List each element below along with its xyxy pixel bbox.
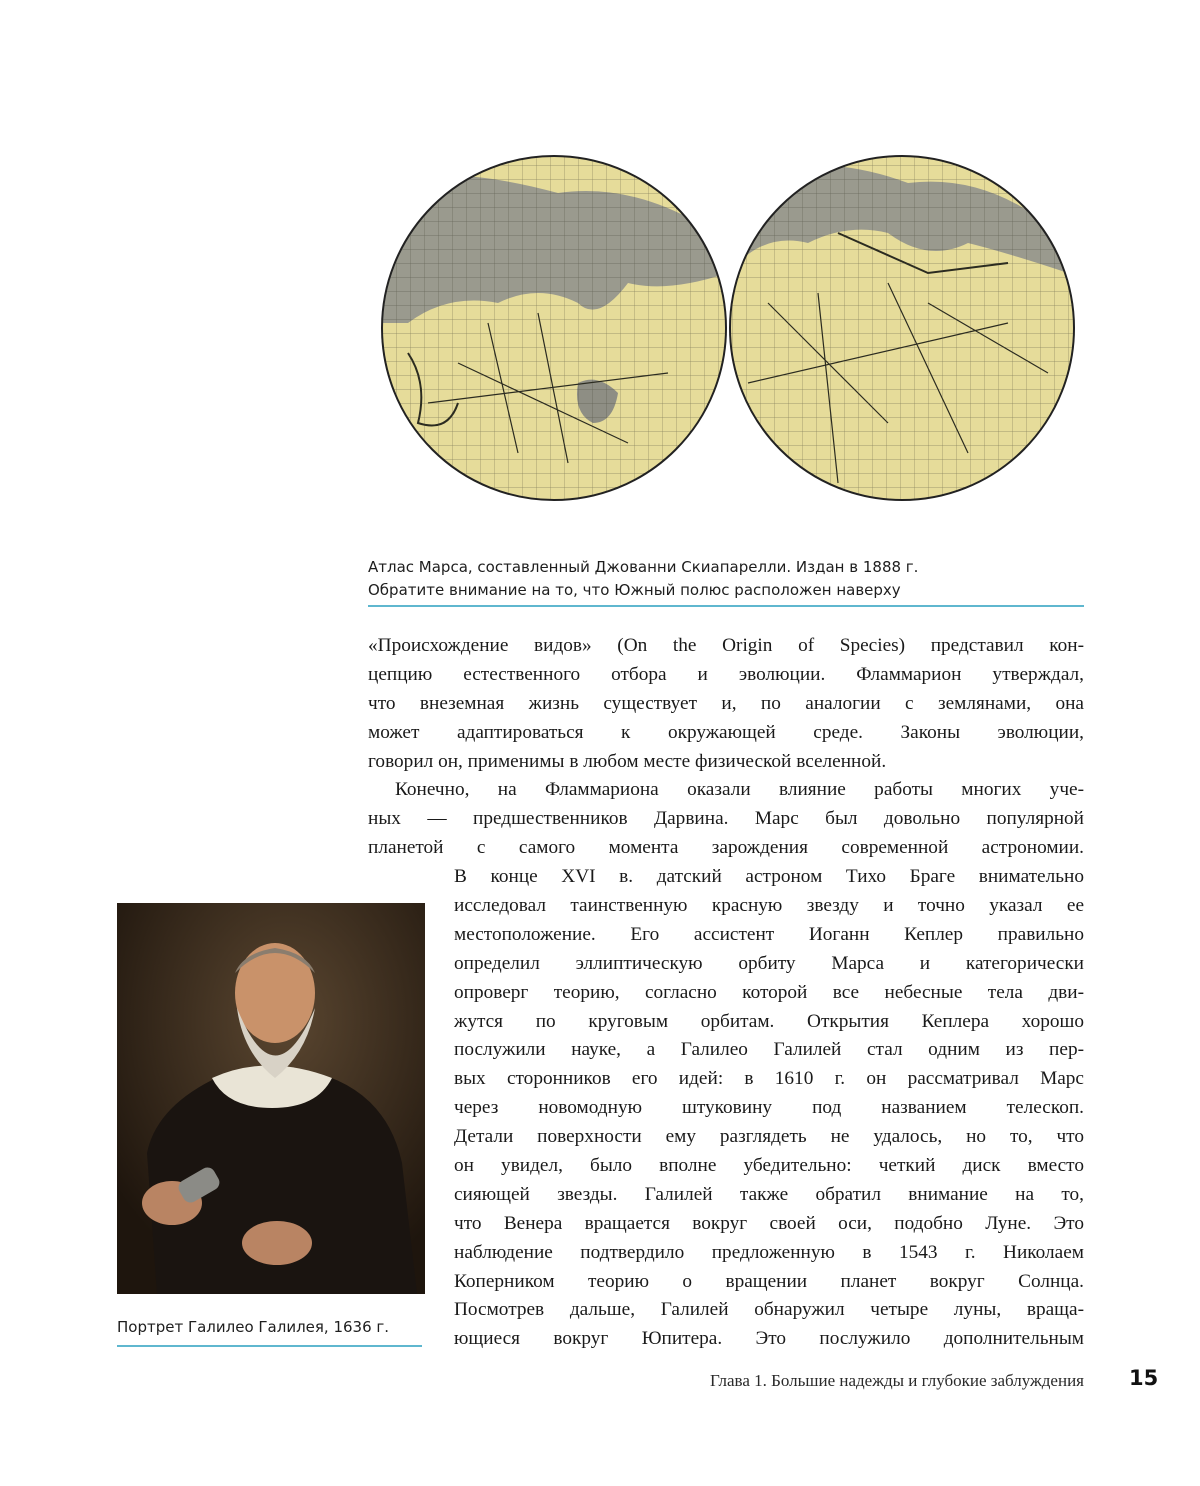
text-line: цепцию естественного отбора и эволюции. Фламмарион утверждал, [368,663,1084,685]
mars-atlas-map [368,123,1088,533]
text-line: говорил он, применимы в любом месте физической вселенной. [368,750,887,772]
text-line: может адаптироваться к окружающей среде. Законы эволюции, [368,721,1084,743]
text-line: ных — предшественников Дарвина. Марс был довольно популярной [368,808,1084,830]
map-caption-line: Обратите внимание на то, что Южный полюс расположен наверху [368,581,901,599]
text-line: что внеземная жизнь существует и, по аналогии с землянами, она [368,692,1084,714]
text-line: сияющей звезды. Галилей также обратил внимание на то, [454,1183,1084,1205]
text-line: ющиеся вокруг Юпитера. Это послужило дополнительным [454,1328,1084,1350]
text-line: наблюдение подтвердило предложенную в 1543 г. Николаем [454,1241,1084,1263]
left-hemisphere [368,123,748,533]
text-line: В конце XVI в. датский астроном Тихо Браге внимательно [454,866,1084,888]
text-line: через новомодную штуковину под названием телескоп. [454,1097,1084,1119]
text-line: исследовал таинственную красную звезду и точно указал ее [454,895,1084,917]
text-line: он увидел, было вполне убедительно: четкий диск вместо [454,1155,1084,1177]
text-line: послужили науке, а Галилео Галилей стал одним из пер- [454,1039,1084,1061]
running-footer-chapter: Глава 1. Большие надежды и глубокие заблуждения [709,1371,1084,1390]
map-caption [368,556,1084,602]
text-line: Посмотрев дальше, Галилей обнаружил четыре луны, враща- [454,1299,1084,1321]
body-text [368,632,1084,1354]
text-line: вых сторонников его идей: в 1610 г. он рассматривал Марс [454,1068,1084,1090]
map-caption-line: Атлас Марса, составленный Джованни Скиапарелли. Издан в 1888 г. [368,558,919,576]
text-line: опроверг теорию, согласно которой все небесные тела дви- [454,981,1084,1003]
text-line: определил эллиптическую орбиту Марса и категорически [454,952,1084,974]
text-line: «Происхождение видов» (On the Origin of Species) представил кон- [368,635,1084,656]
text-line: Конечно, на Фламмариона оказали влияние работы многих уче- [395,779,1084,801]
galileo-portrait [117,903,425,1294]
text-line: что Венера вращается вокруг своей оси, подобно Луне. Это [454,1212,1084,1234]
text-line: жутся по круговым орбитам. Открытия Кеплера хорошо [454,1010,1084,1032]
caption-divider [117,1345,422,1347]
text-line: планетой с самого момента зарождения современной астрономии. [368,837,1084,859]
right-hemisphere [708,123,1088,533]
text-line: Детали поверхности ему разглядеть не удалось, но то, что [454,1126,1084,1148]
page-number: 15 [1129,1366,1159,1390]
text-line: Коперником теорию о вращении планет вокруг Солнца. [454,1270,1084,1292]
text-line: местоположение. Его ассистент Иоганн Кеплер правильно [454,923,1084,945]
portrait-caption: Портрет Галилео Галилея, 1636 г. [117,1318,390,1336]
caption-divider [368,605,1084,607]
